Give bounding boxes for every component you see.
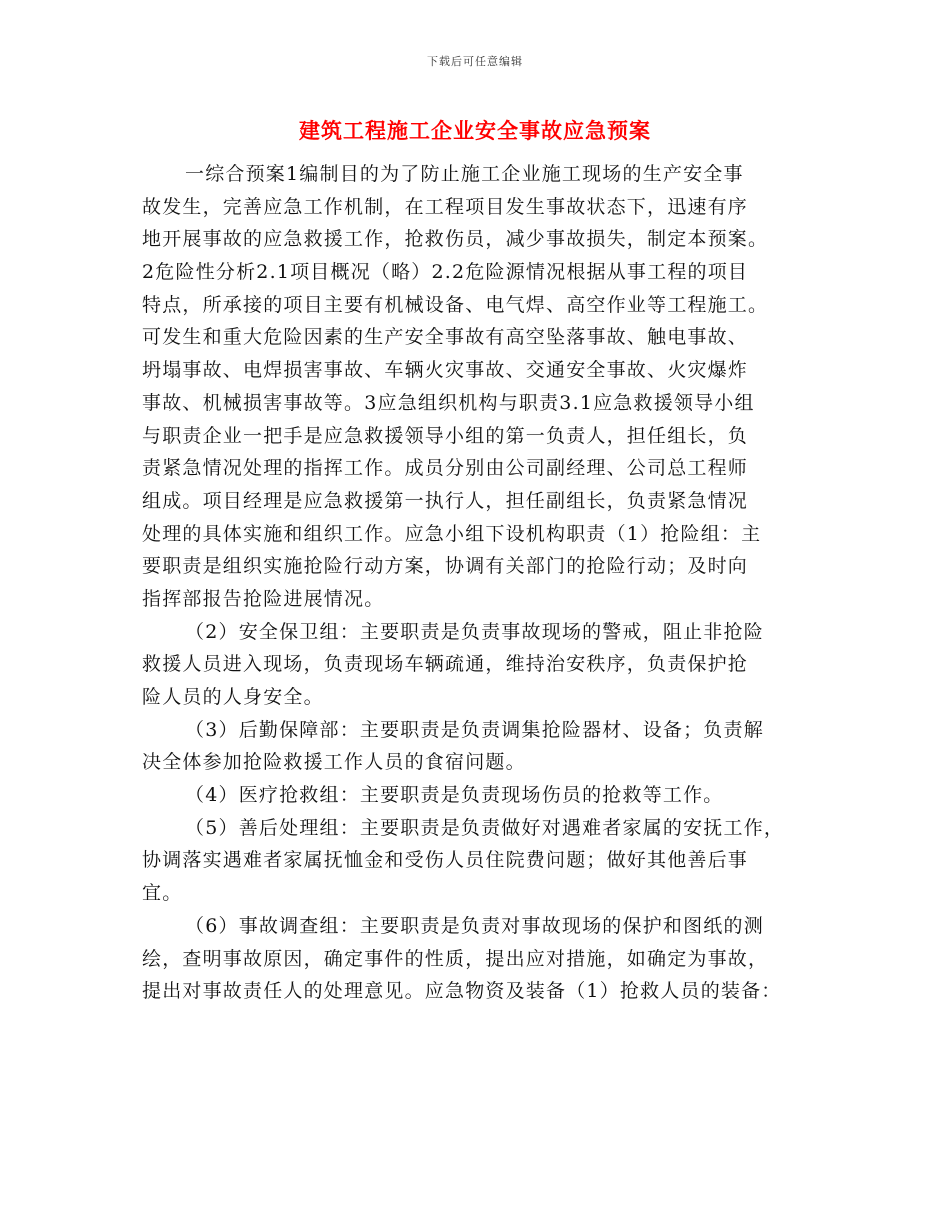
paragraph-line: 指挥部报告抢险进展情况。 bbox=[142, 587, 385, 610]
paragraph-line: 险人员的人身安全。 bbox=[142, 686, 324, 708]
document-title: 建筑工程施工企业安全事故应急预案 bbox=[299, 118, 651, 143]
paragraph-line: 宜。 bbox=[142, 882, 183, 905]
paragraph-line: 坍塌事故、电焊损害事故、车辆火灾事故、交通安全事故、火灾爆炸 bbox=[142, 359, 749, 382]
paragraph-line: （6）事故调查组：主要职责是负责对事故现场的保护和图纸的测 bbox=[185, 914, 764, 937]
paragraph-line: 特点，所承接的项目主要有机械设备、电气焊、高空作业等工程施工。 bbox=[142, 293, 769, 316]
paragraph-line: 一综合预案1编制目的为了防止施工企业施工现场的生产安全事 bbox=[185, 163, 744, 185]
paragraph-line: 处理的具体实施和组织工作。应急小组下设机构职责（1）抢险组：主 bbox=[142, 522, 762, 545]
paragraph-line: （2）安全保卫组：主要职责是负责事故现场的警戒，阻止非抢险 bbox=[185, 620, 764, 643]
paragraph-line: 地开展事故的应急救援工作，抢救伤员，减少事故损失，制定本预案。 bbox=[142, 228, 769, 251]
document-body bbox=[142, 158, 832, 1008]
paragraph-line: 责紧急情况处理的指挥工作。成员分别由公司副经理、公司总工程师 bbox=[142, 457, 749, 480]
paragraph-line: 故发生，完善应急工作机制，在工程项目发生事故状态下，迅速有序 bbox=[142, 195, 749, 218]
paragraph-line: 事故、机械损害事故等。3应急组织机构与职责3.1应急救援领导小组 bbox=[142, 391, 755, 414]
paragraph-line: 组成。项目经理是应急救援第一执行人，担任副组长，负责紧急情况 bbox=[142, 489, 749, 512]
paragraph-line: （5）善后处理组：主要职责是负责做好对遇难者家属的安抚工作， bbox=[185, 816, 785, 839]
paragraph-line: 要职责是组织实施抢险行动方案，协调有关部门的抢险行动；及时向 bbox=[142, 555, 749, 578]
paragraph-line: 绘，查明事故原因，确定事件的性质，提出应对措施，如确定为事故， bbox=[142, 947, 769, 970]
paragraph-line: （4）医疗抢救组：主要职责是负责现场伤员的抢救等工作。 bbox=[185, 784, 724, 807]
paragraph-line: （3）后勤保障部：主要职责是负责调集抢险器材、设备；负责解 bbox=[185, 718, 764, 741]
paragraph-line: 协调落实遇难者家属抚恤金和受伤人员住院费问题；做好其他善后事 bbox=[142, 849, 749, 872]
paragraph-line: 可发生和重大危险因素的生产安全事故有高空坠落事故、触电事故、 bbox=[142, 326, 749, 349]
paragraph-line: 2危险性分析2.1项目概况（略）2.2危险源情况根据从事工程的项目 bbox=[142, 261, 749, 284]
paragraph-line: 决全体参加抢险救援工作人员的食宿问题。 bbox=[142, 751, 526, 774]
paragraph-line: 提出对事故责任人的处理意见。应急物资及装备（1）抢救人员的装备： bbox=[142, 980, 782, 1003]
paragraph-line: 与职责企业一把手是应急救援领导小组的第一负责人，担任组长，负 bbox=[142, 424, 749, 447]
page-header: 下载后可任意编辑 bbox=[427, 55, 523, 68]
paragraph-line: 救援人员进入现场，负责现场车辆疏通，维持治安秩序，负责保护抢 bbox=[142, 653, 749, 676]
